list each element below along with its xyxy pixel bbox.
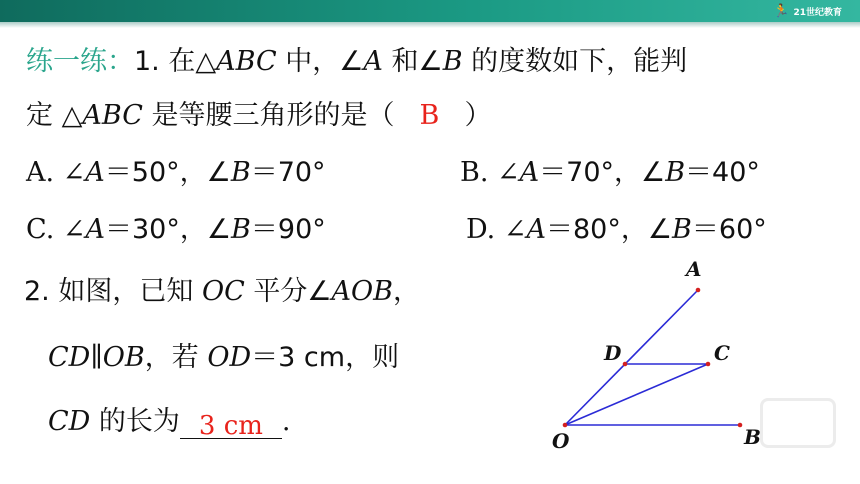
angle-var: B [442, 46, 463, 77]
option-a [26, 155, 326, 191]
angle-var: B [230, 157, 251, 188]
q2-text: ， [393, 276, 421, 307]
parallel-symbol: ∥ [90, 342, 103, 373]
q1-line2 [26, 98, 491, 134]
angle-var: A [519, 157, 540, 188]
option-text: ＝30°，∠ [104, 214, 232, 245]
option-text: ＝80°，∠ [545, 214, 673, 245]
segment-name: CD [48, 342, 91, 373]
point-b [738, 423, 743, 428]
q1-text: 中，∠ [276, 46, 364, 77]
option-text: ＝70° [250, 157, 326, 188]
point-a [696, 288, 701, 293]
point-d [623, 362, 628, 367]
q2-text: ，若 [144, 342, 208, 373]
runner-icon: 🏃 [773, 3, 791, 19]
option-d [466, 212, 767, 248]
option-text: ＝40° [685, 157, 760, 188]
q1-answer: B [419, 100, 440, 131]
q1-text: 和∠ [382, 46, 443, 77]
q2-text: 2. 如图，已知 [24, 276, 202, 307]
q2-text: 的长为 [90, 406, 180, 437]
angle-var: A [85, 214, 105, 245]
label-d: D [604, 341, 622, 365]
angle-var: A [526, 214, 546, 245]
option-text: ＝90° [250, 214, 326, 245]
option-b [460, 155, 760, 191]
option-text: D. ∠ [466, 214, 527, 245]
segment-name: CD [48, 406, 91, 437]
angle-var: A [85, 157, 105, 188]
answer-blank [180, 408, 282, 439]
option-text: ＝50°，∠ [104, 157, 231, 188]
angle-var: B [231, 214, 251, 245]
label-o: O [552, 429, 570, 453]
q1-text: 1. 在△ [134, 46, 217, 77]
q1-line1 [26, 44, 687, 80]
q2-text: ＝3 cm，则 [251, 342, 400, 373]
option-text: C. ∠ [26, 214, 86, 245]
angle-name: AOB [331, 276, 394, 307]
segment-name: OC [201, 276, 245, 307]
option-c [26, 212, 326, 248]
q1-text: 的度数如下，能判 [462, 46, 688, 77]
option-text: A. ∠ [26, 157, 86, 188]
segment-name: OD [207, 342, 252, 373]
triangle-name: ABC [82, 100, 143, 131]
q2-text: . [281, 406, 291, 437]
q1-text: 定 △ [26, 100, 83, 131]
watermark-logo [760, 398, 836, 448]
angle-var: B [672, 214, 692, 245]
option-text: B. ∠ [460, 157, 520, 188]
q2-line3 [48, 404, 291, 440]
segment-name: OB [102, 342, 145, 373]
triangle-name: ABC [216, 46, 277, 77]
point-o [563, 423, 568, 428]
ray-oa [565, 290, 698, 425]
ray-oc [565, 364, 708, 425]
label-b: B [744, 425, 761, 449]
point-c [706, 362, 711, 367]
label-c: C [714, 341, 730, 365]
angle-var: B [665, 157, 686, 188]
q2-answer: 3 cm [198, 411, 263, 441]
header-bar [0, 0, 860, 26]
logo-text: 21世纪教育 [793, 7, 842, 18]
label-a: A [686, 257, 702, 281]
practice-label: 练一练： [26, 46, 134, 77]
brand-logo [773, 3, 842, 19]
q2-line2 [48, 340, 399, 376]
q1-text: ） [464, 100, 492, 131]
q2-text: 平分∠ [244, 276, 332, 307]
q1-text: 是等腰三角形的是（ [142, 100, 395, 131]
option-text: ＝60° [691, 214, 767, 245]
header-band [0, 0, 860, 22]
option-text: ＝70°，∠ [539, 157, 666, 188]
q2-line1 [24, 274, 420, 310]
angle-var: A [363, 46, 383, 77]
